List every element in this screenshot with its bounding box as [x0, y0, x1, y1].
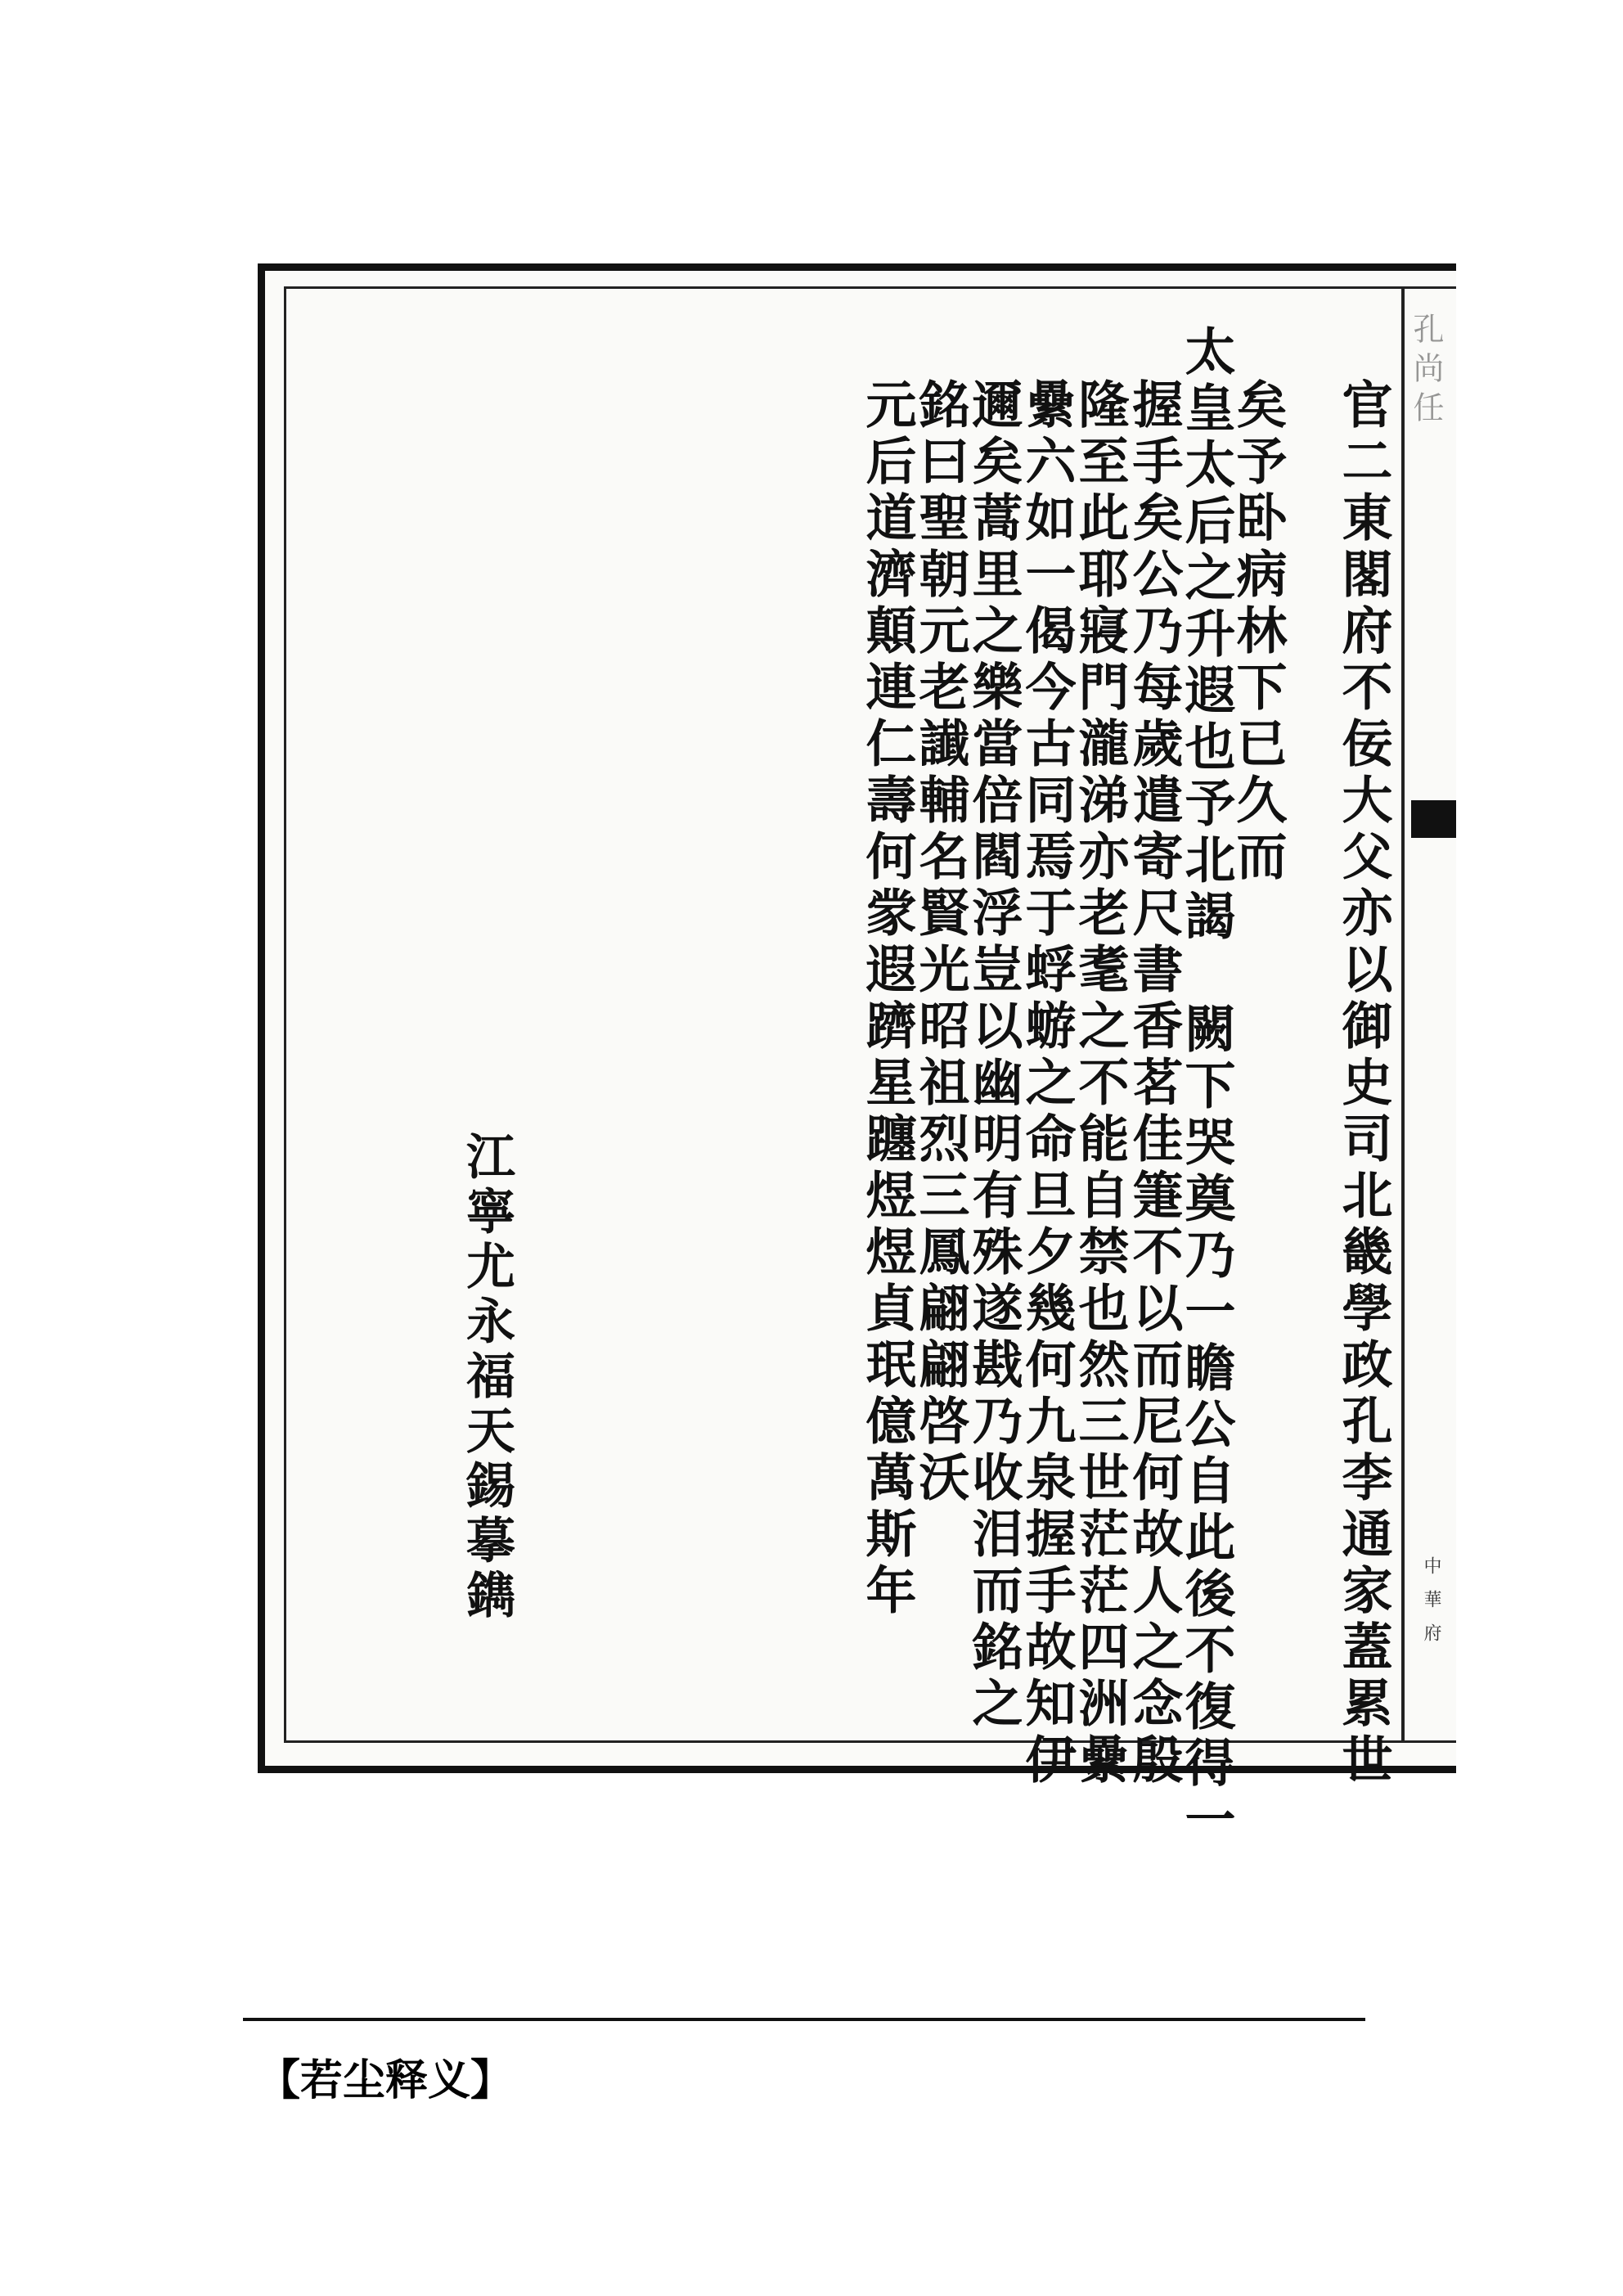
text-column-5: 隆至此耶寢門瀧涕亦老耄之不能自禁也然三世茫茫四洲纍	[1070, 378, 1130, 1790]
gutter-title: 孔尚任	[1408, 313, 1444, 430]
text-column-7: 邇矣蒿里之樂當倍閻浮豈以幽明有殊遂戡乃收泪而銘之	[964, 378, 1023, 1733]
fishtail-mark	[1411, 800, 1456, 838]
text-column-6: 纍六如一偈今古同焉于蜉蝣之命旦夕幾何九泉握手故知伊	[1017, 378, 1077, 1790]
scanned-page	[258, 263, 1456, 1849]
text-column-10: 江寧尤永福天錫摹鐫	[458, 1131, 515, 1624]
text-column-2: 矣予卧病林下已久而	[1228, 378, 1288, 886]
text-column-3: 太皇太后之升遐也予北謁 闕下哭奠乃一瞻公自此後不復得一	[1176, 325, 1236, 1849]
section-title: 【若尘释义】	[258, 2056, 514, 2105]
text-column-4: 握手矣公乃每歲遣寄尺書香茗佳箑不以而尼何故人之念殷	[1124, 378, 1184, 1790]
section-divider	[243, 2018, 1365, 2021]
text-column-1: 官二東閣府不佞大父亦以御史司北畿學政孔李通家蓋累世	[1333, 378, 1393, 1790]
gutter-divider	[1401, 286, 1405, 1743]
text-columns	[315, 325, 1395, 1849]
text-column-9: 元后道濟顛連仁壽何䝉遐躋星躔煜煜貞珉億萬斯年	[857, 378, 917, 1620]
text-column-8: 銘曰聖朝元老䜟輔名賢光昭祖烈三鳳翩翩啓沃	[910, 378, 970, 1507]
gutter-label: 中 華 府	[1421, 1556, 1441, 1646]
